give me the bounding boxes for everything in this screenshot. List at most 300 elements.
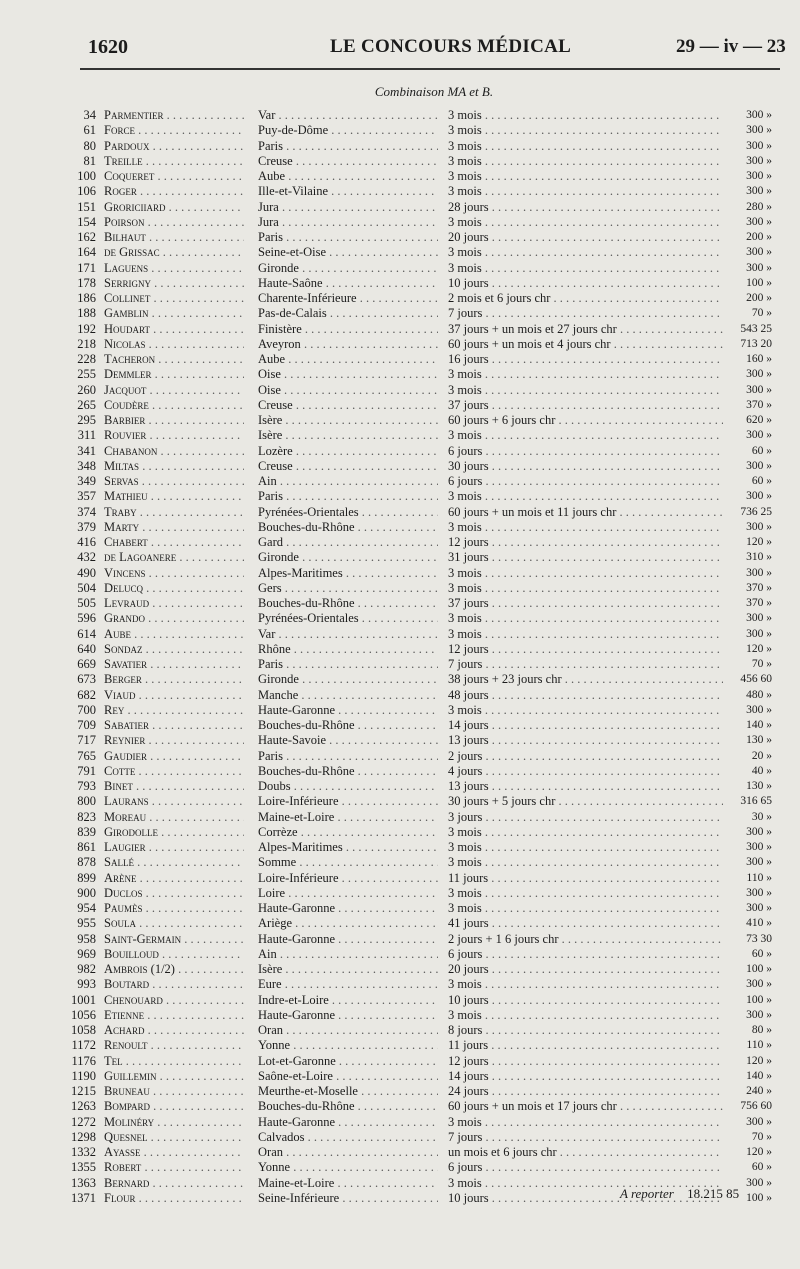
entry-amount: 120 » bbox=[746, 1146, 772, 1158]
entry-department: Seine-Inférieure . . . bbox=[258, 1191, 438, 1206]
entry-number: 154 bbox=[77, 214, 96, 229]
entry-name: Tacheron . . . bbox=[104, 352, 244, 367]
entry-duration: 31 jours . . . bbox=[448, 550, 723, 565]
entry-amount: 40 » bbox=[751, 764, 772, 777]
table-row bbox=[0, 672, 800, 687]
entry-number: 255 bbox=[77, 367, 96, 382]
entry-department: Haute-Garonne . . . bbox=[258, 1115, 438, 1130]
entry-duration: 48 jours . . . bbox=[448, 688, 723, 703]
entry-number: 171 bbox=[77, 260, 96, 275]
entry-amount: 370 » bbox=[746, 398, 772, 411]
journal-title: LE CONCOURS MÉDICAL bbox=[330, 36, 572, 57]
entry-number: 416 bbox=[77, 535, 96, 549]
entry-department: Aveyron . . . bbox=[258, 337, 438, 352]
table-row bbox=[0, 261, 800, 276]
entry-number: 1001 bbox=[71, 992, 96, 1007]
table-row bbox=[0, 1084, 800, 1099]
entry-name: Groriciiard . . . bbox=[104, 200, 244, 215]
entry-name: Robert . . . bbox=[104, 1160, 244, 1175]
entry-duration: 3 jours . . . bbox=[448, 810, 723, 825]
entry-department: Var . . . bbox=[258, 627, 438, 642]
entry-department: Charente-Inférieure . . . bbox=[258, 291, 438, 306]
entry-department: Jura . . . bbox=[258, 200, 438, 215]
entry-duration: 3 mois . . . bbox=[448, 855, 723, 870]
entry-name: Marty . . . bbox=[104, 520, 244, 535]
entry-amount: 70 » bbox=[751, 658, 772, 670]
page-header bbox=[0, 36, 800, 66]
entry-amount: 300 » bbox=[746, 246, 772, 259]
entry-name: Paumès . . . bbox=[104, 901, 244, 916]
entry-duration: 13 jours . . . bbox=[448, 779, 723, 794]
entry-number: 1215 bbox=[71, 1084, 96, 1098]
entry-department: Isère . . . bbox=[258, 413, 438, 428]
entry-amount: 70 » bbox=[751, 307, 772, 320]
entry-department: Haute-Savoie . . . bbox=[258, 733, 438, 748]
entry-duration: 3 mois . . . bbox=[448, 886, 723, 901]
entry-number: 791 bbox=[77, 763, 96, 778]
entry-number: 311 bbox=[77, 428, 96, 443]
entry-amount: 300 » bbox=[746, 566, 772, 579]
entry-name: Cotte . . . bbox=[104, 764, 244, 779]
table-row bbox=[0, 428, 800, 443]
entry-number: 1272 bbox=[71, 1114, 96, 1129]
entry-amount: 100 » bbox=[746, 963, 772, 975]
entry-department: Aube . . . bbox=[258, 352, 438, 367]
entry-number: 295 bbox=[77, 413, 96, 427]
entry-name: Serrigny . . . bbox=[104, 276, 244, 291]
entry-amount: 300 » bbox=[746, 902, 772, 914]
entry-department: Gard . . . bbox=[258, 535, 438, 550]
entry-department: Jura . . . bbox=[258, 215, 438, 230]
entry-duration: 6 jours . . . bbox=[448, 1160, 723, 1175]
entry-amount: 543 25 bbox=[740, 322, 772, 335]
carry-forward-total: 18.215 85 bbox=[687, 1186, 740, 1201]
entry-number: 432 bbox=[77, 550, 96, 565]
entry-amount: 80 » bbox=[751, 1024, 772, 1036]
entry-name: Parmentier . . . bbox=[104, 108, 244, 123]
table-row bbox=[0, 1008, 800, 1023]
entry-amount: 300 » bbox=[746, 429, 772, 442]
entry-amount: 120 » bbox=[746, 642, 772, 655]
entry-amount: 280 » bbox=[746, 200, 772, 213]
entry-duration: 6 jours . . . bbox=[448, 474, 723, 489]
entries-table bbox=[0, 108, 800, 1206]
entry-number: 1355 bbox=[71, 1160, 96, 1175]
entry-duration: 3 mois . . . bbox=[448, 825, 723, 840]
entry-amount: 240 » bbox=[746, 1085, 772, 1097]
entry-amount: 300 » bbox=[746, 841, 772, 853]
entry-name: Poirson . . . bbox=[104, 215, 244, 230]
entry-amount: 20 » bbox=[751, 749, 772, 762]
entry-duration: 12 jours . . . bbox=[448, 1054, 723, 1069]
entry-number: 700 bbox=[77, 702, 96, 717]
entry-amount: 60 » bbox=[751, 1161, 772, 1174]
entry-duration: 37 jours . . . bbox=[448, 398, 723, 413]
entry-duration: 60 jours + un mois et 11 jours chr . . . bbox=[448, 505, 723, 520]
entry-department: Paris . . . bbox=[258, 657, 438, 672]
entry-number: 878 bbox=[77, 855, 96, 870]
table-row bbox=[0, 291, 800, 306]
entry-name: Barbier . . . bbox=[104, 413, 244, 428]
entry-duration: 3 mois . . . bbox=[448, 489, 723, 504]
entry-department: Loire . . . bbox=[258, 886, 438, 901]
table-row bbox=[0, 642, 800, 657]
entry-duration: 37 jours . . . bbox=[448, 596, 723, 611]
entry-number: 341 bbox=[77, 443, 96, 458]
entry-name: Collinet . . . bbox=[104, 291, 244, 306]
entry-amount: 736 25 bbox=[740, 505, 772, 518]
entry-duration: 3 mois . . . bbox=[448, 367, 723, 382]
entry-amount: 300 » bbox=[746, 520, 772, 533]
entry-amount: 60 » bbox=[751, 475, 772, 487]
entry-name: Bouilloud . . . bbox=[104, 947, 244, 962]
entry-department: Paris . . . bbox=[258, 749, 438, 764]
entry-name: Sabatier . . . bbox=[104, 718, 244, 733]
entry-amount: 60 » bbox=[751, 947, 772, 960]
table-row bbox=[0, 657, 800, 672]
entry-department: Saône-et-Loire . . . bbox=[258, 1069, 438, 1084]
entry-number: 61 bbox=[83, 123, 96, 138]
entry-name: Saint-Germain . . . bbox=[104, 932, 244, 947]
entry-department: Seine-et-Oise . . . bbox=[258, 245, 438, 260]
table-row bbox=[0, 977, 800, 992]
entry-amount: 300 » bbox=[746, 703, 772, 716]
header-rule bbox=[80, 68, 780, 70]
entry-name: Duclos . . . bbox=[104, 886, 244, 901]
table-row bbox=[0, 1130, 800, 1145]
table-row bbox=[0, 108, 800, 123]
entry-name: Bernard . . . bbox=[104, 1176, 244, 1191]
entry-amount: 300 » bbox=[746, 124, 772, 137]
table-row bbox=[0, 1054, 800, 1069]
entry-duration: un mois et 6 jours chr . . . bbox=[448, 1145, 723, 1160]
entry-duration: 2 mois et 6 jours chr . . . bbox=[448, 291, 723, 306]
entry-duration: 24 jours . . . bbox=[448, 1084, 723, 1099]
table-row bbox=[0, 962, 800, 977]
entry-duration: 30 jours . . . bbox=[448, 459, 723, 474]
entry-name: Bruneau . . . bbox=[104, 1084, 244, 1099]
entry-department: Ain . . . bbox=[258, 947, 438, 962]
entry-duration: 2 jours . . . bbox=[448, 749, 723, 764]
entry-name: Gaudier . . . bbox=[104, 749, 244, 764]
entry-amount: 300 » bbox=[746, 490, 772, 503]
entry-duration: 3 mois . . . bbox=[448, 581, 723, 596]
table-row bbox=[0, 733, 800, 748]
entry-department: Haute-Garonne . . . bbox=[258, 932, 438, 947]
entry-name: Quesnel . . . bbox=[104, 1130, 244, 1145]
entry-amount: 620 » bbox=[746, 414, 772, 426]
entry-number: 640 bbox=[77, 641, 96, 656]
entry-number: 800 bbox=[77, 794, 96, 809]
entry-department: Ain . . . bbox=[258, 474, 438, 489]
entry-duration: 3 mois . . . bbox=[448, 566, 723, 581]
entry-department: Lot-et-Garonne . . . bbox=[258, 1054, 438, 1069]
entry-number: 793 bbox=[77, 779, 96, 793]
entry-number: 505 bbox=[77, 596, 96, 610]
entry-amount: 300 » bbox=[746, 185, 772, 198]
entry-name: Aube . . . bbox=[104, 627, 244, 642]
entry-amount: 300 » bbox=[746, 825, 772, 838]
table-row bbox=[0, 459, 800, 474]
entry-name: Coqueret . . . bbox=[104, 169, 244, 184]
entry-duration: 14 jours . . . bbox=[448, 718, 723, 733]
entry-duration: 3 mois . . . bbox=[448, 123, 723, 138]
entry-number: 717 bbox=[77, 733, 96, 748]
entry-duration: 3 mois . . . bbox=[448, 383, 723, 398]
entry-name: Miltas . . . bbox=[104, 459, 244, 474]
entry-number: 823 bbox=[77, 809, 96, 824]
entry-amount: 480 » bbox=[746, 688, 772, 701]
entry-name: Guillemin . . . bbox=[104, 1069, 244, 1084]
entry-name: Delucq . . . bbox=[104, 581, 244, 596]
entry-name: Traby . . . bbox=[104, 505, 244, 520]
table-row bbox=[0, 871, 800, 886]
entry-number: 614 bbox=[77, 626, 96, 641]
entry-amount: 130 » bbox=[746, 780, 772, 792]
entry-name: Achard . . . bbox=[104, 1023, 244, 1038]
entry-number: 357 bbox=[77, 489, 96, 504]
entry-duration: 60 jours + un mois et 4 jours chr . . . bbox=[448, 337, 723, 352]
entry-number: 596 bbox=[77, 611, 96, 626]
entry-department: Finistère . . . bbox=[258, 322, 438, 337]
table-row bbox=[0, 550, 800, 565]
table-row bbox=[0, 886, 800, 901]
entry-amount: 370 » bbox=[746, 597, 772, 609]
entry-name: Bompard . . . bbox=[104, 1099, 244, 1114]
entry-amount: 300 » bbox=[746, 886, 772, 899]
entry-department: Oran . . . bbox=[258, 1023, 438, 1038]
entry-name: Vincens . . . bbox=[104, 566, 244, 581]
entry-number: 899 bbox=[77, 870, 96, 885]
entry-name: Mathieu . . . bbox=[104, 489, 244, 504]
entry-number: 265 bbox=[77, 397, 96, 412]
entry-number: 765 bbox=[77, 748, 96, 763]
table-row bbox=[0, 1069, 800, 1084]
entry-department: Paris . . . bbox=[258, 139, 438, 154]
entry-number: 80 bbox=[83, 138, 96, 153]
carry-forward-label: A reporter bbox=[620, 1186, 674, 1201]
entry-number: 839 bbox=[77, 824, 96, 839]
entry-department: Bouches-du-Rhône . . . bbox=[258, 520, 438, 535]
table-row bbox=[0, 611, 800, 626]
entry-duration: 3 mois . . . bbox=[448, 154, 723, 169]
table-row bbox=[0, 718, 800, 733]
entry-amount: 30 » bbox=[751, 810, 772, 823]
table-row bbox=[0, 276, 800, 291]
entry-number: 260 bbox=[77, 382, 96, 397]
table-row bbox=[0, 154, 800, 169]
table-row bbox=[0, 398, 800, 413]
entry-amount: 300 » bbox=[746, 1176, 772, 1189]
table-row bbox=[0, 840, 800, 855]
entry-amount: 370 » bbox=[746, 581, 772, 594]
entry-amount: 140 » bbox=[746, 1069, 772, 1082]
table-row bbox=[0, 535, 800, 550]
entry-department: Creuse . . . bbox=[258, 459, 438, 474]
entry-duration: 11 jours . . . bbox=[448, 871, 723, 886]
entry-department: Gironde . . . bbox=[258, 672, 438, 687]
issue-date: 29 — iv — 23 bbox=[676, 36, 786, 57]
entry-amount: 60 » bbox=[751, 444, 772, 457]
entry-name: Laugier . . . bbox=[104, 840, 244, 855]
entry-name: de Lagoanere . . . bbox=[104, 550, 244, 565]
entry-department: Ille-et-Vilaine . . . bbox=[258, 184, 438, 199]
entry-duration: 4 jours . . . bbox=[448, 764, 723, 779]
entry-duration: 10 jours . . . bbox=[448, 993, 723, 1008]
entry-amount: 110 » bbox=[746, 871, 772, 884]
entry-amount: 300 » bbox=[746, 383, 772, 396]
table-row bbox=[0, 123, 800, 138]
entry-name: Tel . . . bbox=[104, 1054, 244, 1069]
entry-department: Bouches-du-Rhône . . . bbox=[258, 764, 438, 779]
entry-department: Aube . . . bbox=[258, 169, 438, 184]
entry-amount: 110 » bbox=[746, 1039, 772, 1052]
entry-amount: 300 » bbox=[746, 154, 772, 167]
table-row bbox=[0, 703, 800, 718]
entry-amount: 300 » bbox=[746, 978, 772, 991]
entry-duration: 3 mois . . . bbox=[448, 1008, 723, 1023]
entry-amount: 456 60 bbox=[740, 673, 772, 686]
table-row bbox=[0, 1160, 800, 1175]
table-row bbox=[0, 627, 800, 642]
entry-name: Laguens . . . bbox=[104, 261, 244, 276]
entry-name: Binet . . . bbox=[104, 779, 244, 794]
entry-duration: 7 jours . . . bbox=[448, 657, 723, 672]
entry-department: Creuse . . . bbox=[258, 398, 438, 413]
entry-duration: 16 jours . . . bbox=[448, 352, 723, 367]
entry-name: Girodolle . . . bbox=[104, 825, 244, 840]
entry-department: Bouches-du-Rhône . . . bbox=[258, 718, 438, 733]
entry-number: 993 bbox=[77, 977, 96, 992]
table-row bbox=[0, 1115, 800, 1130]
table-row bbox=[0, 169, 800, 184]
entry-name: Savatier . . . bbox=[104, 657, 244, 672]
entry-number: 1332 bbox=[71, 1145, 96, 1159]
table-row bbox=[0, 352, 800, 367]
entry-duration: 3 mois . . . bbox=[448, 520, 723, 535]
entry-amount: 410 » bbox=[746, 917, 772, 930]
entry-name: Sondaz . . . bbox=[104, 642, 244, 657]
table-row bbox=[0, 245, 800, 260]
entry-duration: 20 jours . . . bbox=[448, 230, 723, 245]
entry-duration: 3 mois . . . bbox=[448, 627, 723, 642]
entry-name: Sallé . . . bbox=[104, 855, 244, 870]
entry-number: 81 bbox=[83, 153, 96, 168]
entry-number: 1371 bbox=[71, 1190, 96, 1205]
entry-department: Calvados . . . bbox=[258, 1130, 438, 1145]
entry-amount: 300 » bbox=[746, 261, 772, 274]
entry-name: Reynier . . . bbox=[104, 733, 244, 748]
entry-amount: 756 60 bbox=[740, 1100, 772, 1113]
entry-name: Chabert . . . bbox=[104, 535, 244, 550]
entry-department: Haute-Saône . . . bbox=[258, 276, 438, 291]
entry-name: Rey . . . bbox=[104, 703, 244, 718]
entry-duration: 13 jours . . . bbox=[448, 733, 723, 748]
entry-amount: 300 » bbox=[746, 627, 772, 640]
entry-name: Boutard . . . bbox=[104, 977, 244, 992]
entry-department: Paris . . . bbox=[258, 230, 438, 245]
table-row bbox=[0, 581, 800, 596]
table-row bbox=[0, 489, 800, 504]
table-row bbox=[0, 947, 800, 962]
table-row bbox=[0, 1038, 800, 1053]
table-row bbox=[0, 794, 800, 809]
entry-department: Alpes-Maritimes . . . bbox=[258, 840, 438, 855]
table-row bbox=[0, 215, 800, 230]
entry-duration: 2 jours + 1 6 jours chr . . . bbox=[448, 932, 723, 947]
entry-department: Ariège . . . bbox=[258, 916, 438, 931]
table-row bbox=[0, 749, 800, 764]
entry-department: Haute-Garonne . . . bbox=[258, 1008, 438, 1023]
entry-amount: 73 30 bbox=[746, 932, 772, 945]
entry-department: Oran . . . bbox=[258, 1145, 438, 1160]
entry-number: 1363 bbox=[71, 1175, 96, 1190]
entry-name: Ayasse . . . bbox=[104, 1145, 244, 1160]
entry-duration: 8 jours . . . bbox=[448, 1023, 723, 1038]
table-row bbox=[0, 306, 800, 321]
entry-department: Var . . . bbox=[258, 108, 438, 123]
table-row bbox=[0, 413, 800, 428]
entry-amount: 200 » bbox=[746, 231, 772, 243]
table-row bbox=[0, 855, 800, 870]
table-row bbox=[0, 1145, 800, 1160]
entry-duration: 3 mois . . . bbox=[448, 169, 723, 184]
table-row bbox=[0, 901, 800, 916]
entry-number: 1190 bbox=[71, 1068, 96, 1083]
entry-duration: 30 jours + 5 jours chr . . . bbox=[448, 794, 723, 809]
entry-number: 162 bbox=[77, 230, 96, 244]
entry-name: Treille . . . bbox=[104, 154, 244, 169]
entry-department: Doubs . . . bbox=[258, 779, 438, 794]
table-row bbox=[0, 184, 800, 199]
entry-name: Levraud . . . bbox=[104, 596, 244, 611]
entry-department: Gironde . . . bbox=[258, 550, 438, 565]
entry-amount: 120 » bbox=[746, 536, 772, 548]
entry-number: 106 bbox=[77, 184, 96, 199]
entry-department: Loire-Inférieure . . . bbox=[258, 794, 438, 809]
entry-duration: 3 mois . . . bbox=[448, 108, 723, 123]
entry-name: Houdart . . . bbox=[104, 322, 244, 337]
entry-amount: 310 » bbox=[746, 551, 772, 564]
entry-amount: 140 » bbox=[746, 719, 772, 731]
table-row bbox=[0, 688, 800, 703]
entry-department: Pyrénées-Orientales . . . bbox=[258, 505, 438, 520]
entry-name: Laurans . . . bbox=[104, 794, 244, 809]
entry-department: Lozère . . . bbox=[258, 444, 438, 459]
entry-department: Oise . . . bbox=[258, 383, 438, 398]
entry-duration: 3 mois . . . bbox=[448, 1115, 723, 1130]
entry-department: Yonne . . . bbox=[258, 1038, 438, 1053]
entry-duration: 38 jours + 23 jours chr . . . bbox=[448, 672, 723, 687]
entry-number: 1176 bbox=[71, 1053, 96, 1068]
table-row bbox=[0, 993, 800, 1008]
entry-duration: 3 mois . . . bbox=[448, 1176, 723, 1191]
entry-amount: 300 » bbox=[746, 856, 772, 869]
entry-name: Berger . . . bbox=[104, 672, 244, 687]
table-row bbox=[0, 367, 800, 382]
entry-department: Yonne . . . bbox=[258, 1160, 438, 1175]
entry-amount: 300 » bbox=[746, 1008, 772, 1021]
entry-duration: 3 mois . . . bbox=[448, 139, 723, 154]
entry-department: Indre-et-Loire . . . bbox=[258, 993, 438, 1008]
entry-name: Servas . . . bbox=[104, 474, 244, 489]
entry-amount: 300 » bbox=[746, 368, 772, 381]
entry-department: Bouches-du-Rhône . . . bbox=[258, 596, 438, 611]
entry-number: 1058 bbox=[71, 1023, 96, 1037]
entry-name: Renoult . . . bbox=[104, 1038, 244, 1053]
entry-name: Moreau . . . bbox=[104, 810, 244, 825]
table-row bbox=[0, 322, 800, 337]
